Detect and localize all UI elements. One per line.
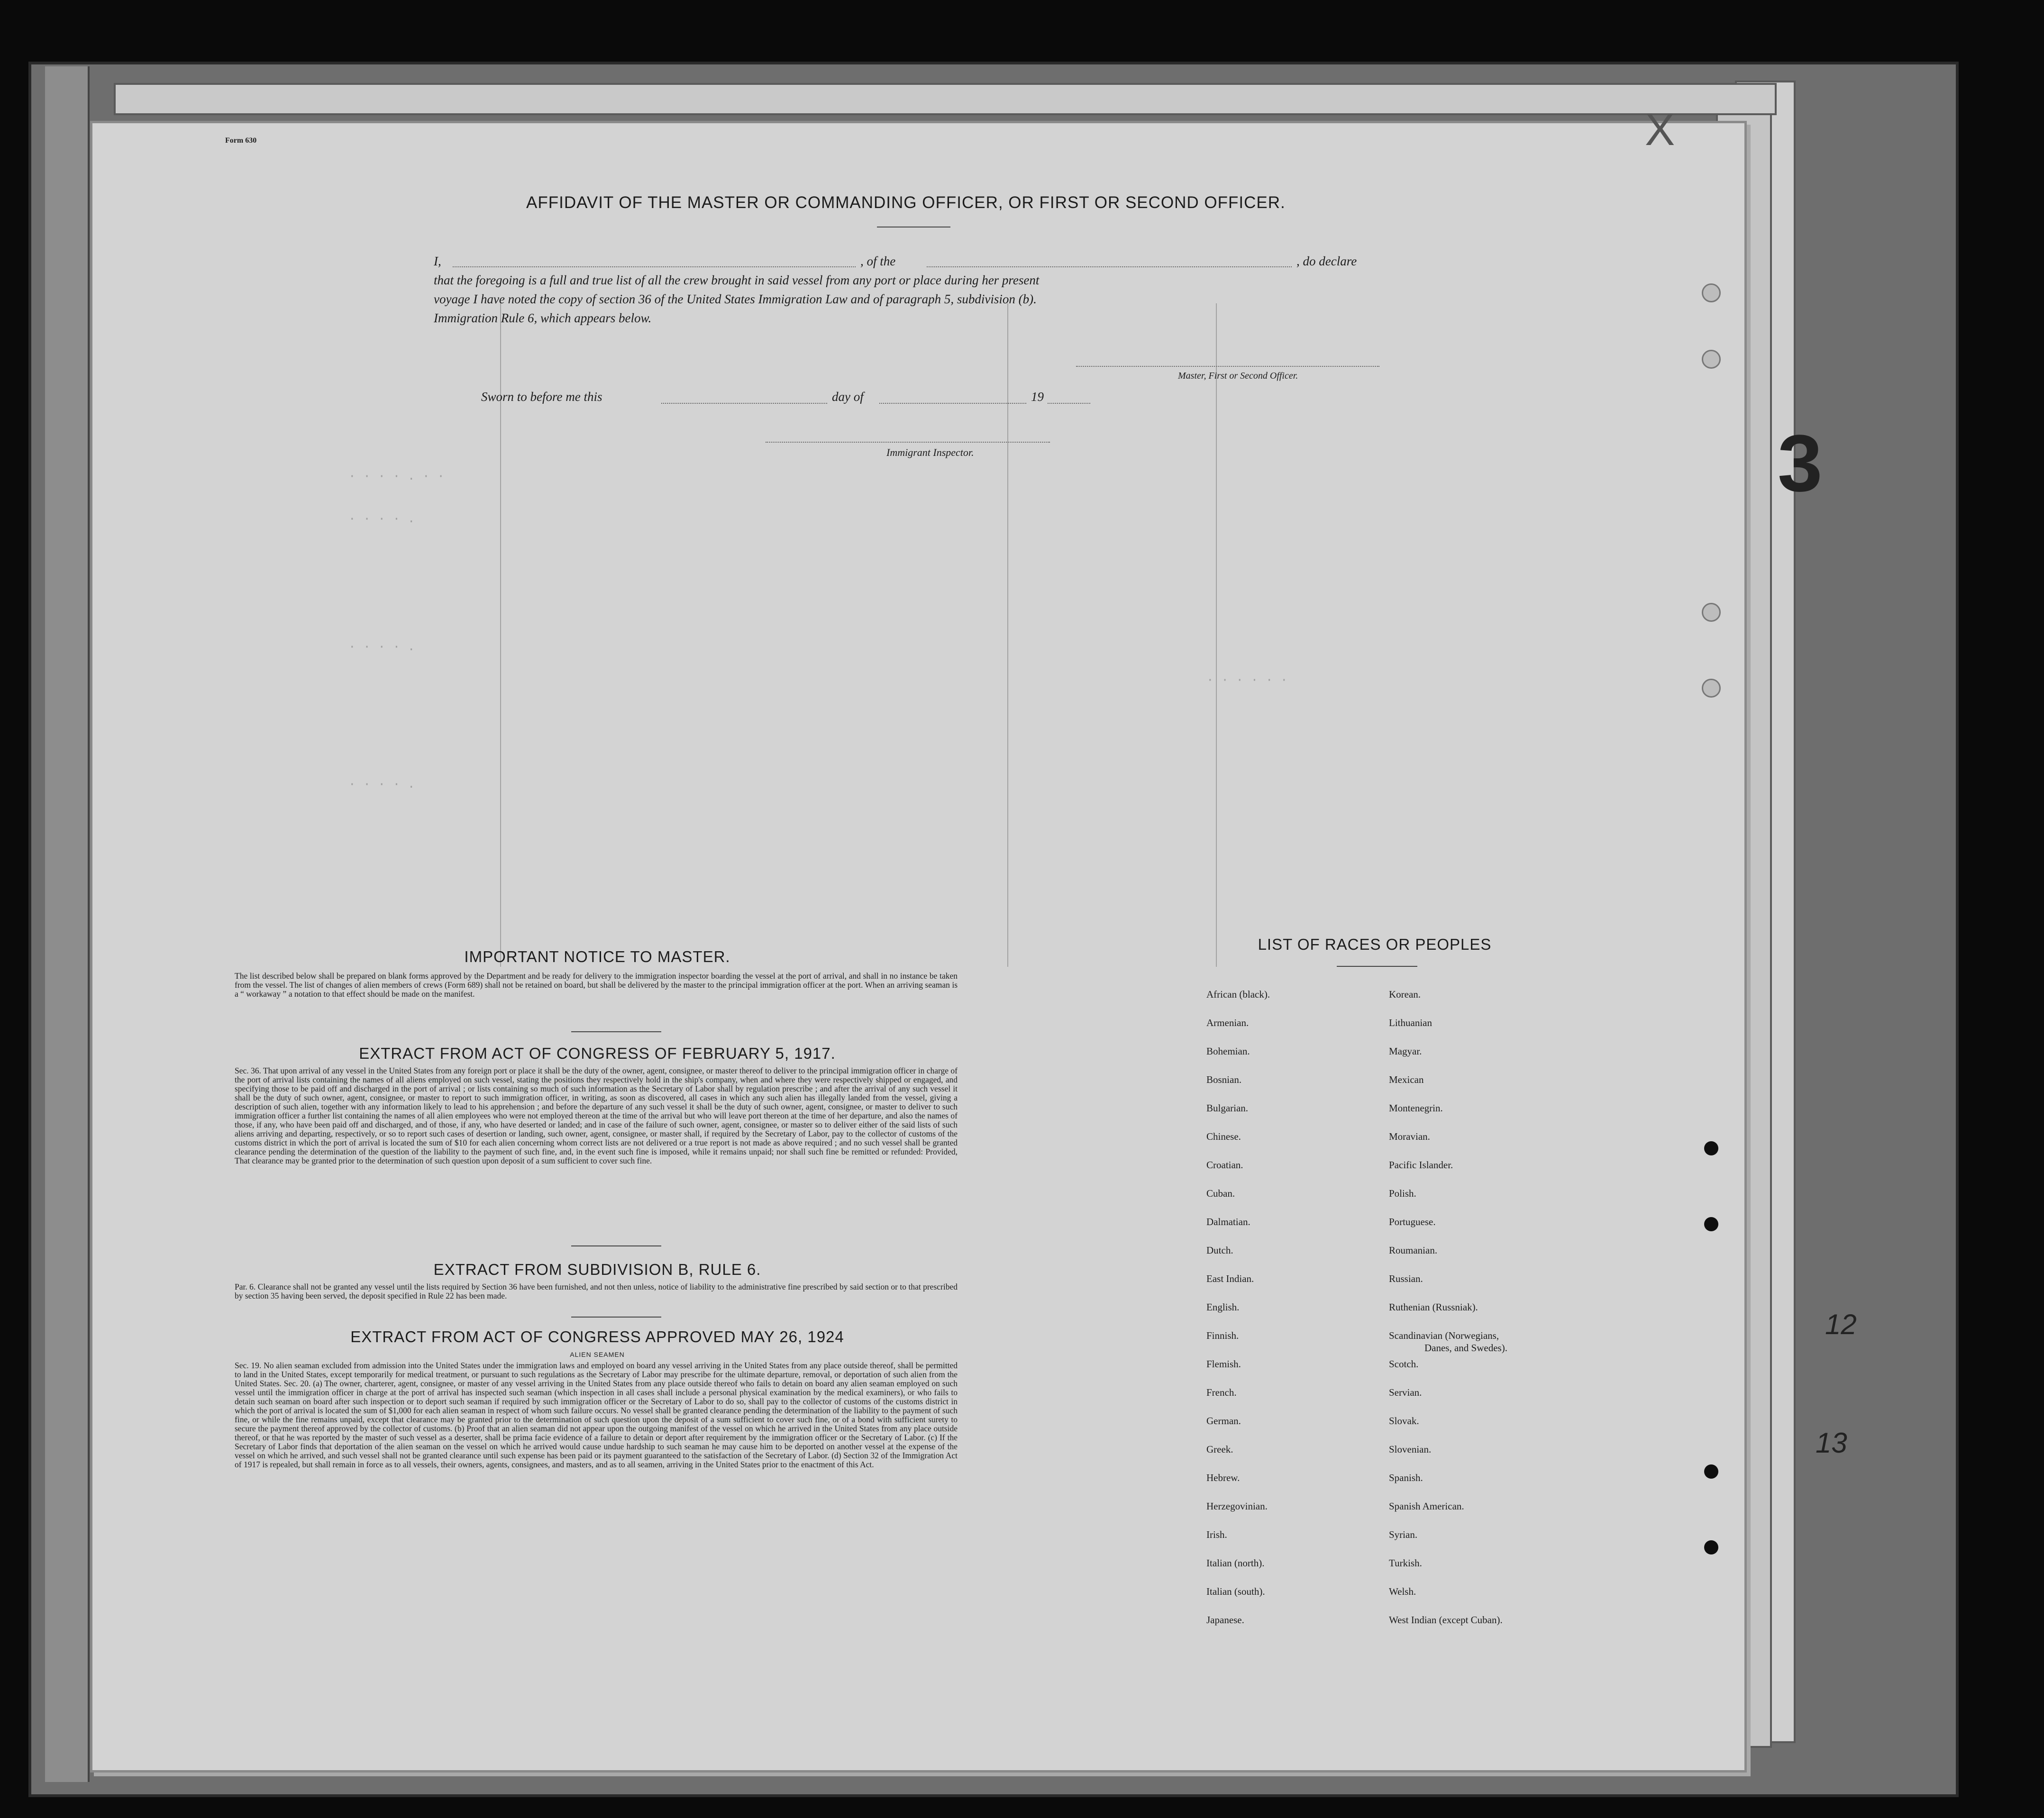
- race-item: English.: [1206, 1301, 1240, 1313]
- divider: [571, 1245, 661, 1246]
- race-item: Cuban.: [1206, 1188, 1235, 1199]
- race-item: Herzegovinian.: [1206, 1500, 1268, 1512]
- races-title: LIST OF RACES OR PEOPLES: [1258, 936, 1492, 953]
- punch-hole-dark: [1704, 1540, 1718, 1554]
- race-item: East Indian.: [1206, 1273, 1254, 1284]
- race-item: West Indian (except Cuban).: [1389, 1614, 1503, 1626]
- extract-1917-title: EXTRACT FROM ACT OF CONGRESS OF FEBRUARY 5, 1917.: [359, 1045, 836, 1062]
- race-item: Spanish.: [1389, 1472, 1423, 1483]
- race-item: Servian.: [1389, 1387, 1422, 1398]
- race-item: Croatian.: [1206, 1159, 1243, 1171]
- affidavit-of-the: , of the: [860, 254, 896, 268]
- punch-hole: [1702, 283, 1721, 302]
- day-of-label: day of: [832, 390, 864, 404]
- race-item: Dutch.: [1206, 1245, 1233, 1256]
- notice-title: IMPORTANT NOTICE TO MASTER.: [464, 948, 730, 965]
- bleed-through-mark: · · · · .: [348, 640, 415, 654]
- punch-hole: [1702, 603, 1721, 622]
- handwritten-side-number: 13: [1816, 1427, 1847, 1459]
- race-item: Mexican: [1389, 1074, 1424, 1085]
- form-number: Form 630: [225, 136, 257, 145]
- race-item: Magyar.: [1389, 1045, 1422, 1057]
- year-blank[interactable]: [1048, 403, 1090, 404]
- race-item: Welsh.: [1389, 1586, 1416, 1597]
- race-item: Scotch.: [1389, 1358, 1419, 1370]
- underlying-sheet-top: [114, 83, 1777, 115]
- master-signature-caption: Master, First or Second Officer.: [1178, 371, 1298, 381]
- race-item: Korean.: [1389, 989, 1421, 1000]
- race-item: Hebrew.: [1206, 1472, 1240, 1483]
- divider: [571, 1031, 661, 1032]
- race-item: Russian.: [1389, 1273, 1423, 1284]
- race-item: Bulgarian.: [1206, 1102, 1249, 1114]
- divider: [1337, 966, 1417, 967]
- race-item: Ruthenian (Russniak).: [1389, 1301, 1478, 1313]
- rule-6-title: EXTRACT FROM SUBDIVISION B, RULE 6.: [433, 1261, 761, 1278]
- punch-hole: [1702, 350, 1721, 369]
- race-item: Pacific Islander.: [1389, 1159, 1453, 1171]
- affidavit-i: I,: [434, 254, 441, 268]
- sworn-day-blank[interactable]: [661, 403, 827, 404]
- race-item: Bohemian.: [1206, 1045, 1250, 1057]
- punch-hole-dark: [1704, 1464, 1718, 1479]
- bleed-through-line: [1216, 303, 1217, 967]
- inspector-signature-line[interactable]: [766, 442, 1050, 443]
- divider: [571, 1317, 661, 1318]
- race-item: Lithuanian: [1389, 1017, 1432, 1028]
- extract-1924-text: Sec. 19. No alien seaman excluded from admission into the United States under the immigration laws and employed on board any vessel arriving in the United States from any place outside thereof, shall be permitted to land in the United States, except temporarily for medical treatment, or pursuant to such regulations as the Secretary of Labor may prescribe for the ultimate departure, removal, or deportation of such alien from the United States. Sec. 20. (a) The owner, charterer, agent, consignee, or master of any vessel arriving in the United States from any place outside thereof who fails to detain on board any alien seaman employed on such vessel until the immigration officer in charge at the port of arrival has inspected such seaman (which inspection in all cases shall include a personal physical examination by the medical examiners), or who fails to detain such seaman on board after such inspection or to deport such seaman if required by such immigration officer or the Secretary of Labor to do so, shall pay to the collector of customs of the customs district in which the port of arrival is located the sum of $1,000 for each alien seaman in respect of whom such failure occurs. No vessel shall be granted clearance pending the determination of the liability to the payment of such fine, or while the fine remains unpaid, except that clearance may be granted prior to the determination of such question upon the deposit of a sum sufficient to cover such fine, or of a bond with sufficient surety to secure the payment thereof approved by the collector of customs. (b) Proof that an alien seaman did not appear upon the outgoing manifest of the vessel on which he arrived in the United States from any place outside thereof, or that he was reported by the master of such vessel as a deserter, shall be prima facie evidence of a failure to detain or deport after requirement by the immigration officer or the Secretary of Labor. (c) If the Secretary of Labor finds that deportation of the alien seaman on the vessel on which he arrived would cause undue hardship to such seaman he may cause him to be deported on another vessel at the expense of the vessel on which he arrived, and such vessel shall not be granted clearance until such expense has been paid or its payment guaranteed to the satisfaction of the Secretary of Labor. (d) Section 32 of the Immigration Act of 1917 is repealed, but shall remain in force as to all vessels, their owners, agents, consignees, and masters, and as to all seamen, arriving in the United States prior to the enactment of this Act.: [235, 1361, 958, 1469]
- race-item: Italian (north).: [1206, 1557, 1265, 1569]
- race-item: Armenian.: [1206, 1017, 1249, 1028]
- race-item: African (black).: [1206, 989, 1270, 1000]
- race-item: Portuguese.: [1389, 1216, 1436, 1227]
- name-blank[interactable]: [453, 266, 856, 267]
- manifest-page: [90, 105, 1823, 1773]
- binder-spine: [45, 66, 90, 1782]
- race-item: Japanese.: [1206, 1614, 1244, 1626]
- vessel-blank[interactable]: [927, 266, 1292, 267]
- race-item: Slovenian.: [1389, 1444, 1432, 1455]
- race-item: Chinese.: [1206, 1131, 1241, 1142]
- bleed-through-mark: · · · · .: [348, 512, 415, 526]
- race-item: Moravian.: [1389, 1131, 1430, 1142]
- affidavit-line-2: that the foregoing is a full and true list of all the crew brought in said vessel from any port or place during her present: [434, 273, 1040, 287]
- inspector-caption: Immigrant Inspector.: [886, 446, 974, 458]
- punch-hole-dark: [1704, 1141, 1718, 1155]
- affidavit-line-4: Immigration Rule 6, which appears below.: [434, 311, 652, 325]
- race-item: Irish.: [1206, 1529, 1227, 1540]
- punch-hole: [1702, 679, 1721, 698]
- race-item: German.: [1206, 1415, 1241, 1427]
- race-item: Montenegrin.: [1389, 1102, 1443, 1114]
- race-item: Greek.: [1206, 1444, 1233, 1455]
- affidavit-line-3: voyage I have noted the copy of section 36 of the United States Immigration Law and of paragraph 5, subdivision (b).: [434, 292, 1037, 306]
- year-label: 19: [1031, 390, 1044, 404]
- race-item: Flemish.: [1206, 1358, 1241, 1370]
- bleed-through-mark: · · · · . · ·: [348, 469, 445, 483]
- race-item: Roumanian.: [1389, 1245, 1438, 1256]
- bleed-through-mark: · · · · .: [348, 777, 415, 791]
- race-item: Bosnian.: [1206, 1074, 1242, 1085]
- extract-1924-subtitle: ALIEN SEAMEN: [570, 1351, 625, 1358]
- race-item: Italian (south).: [1206, 1586, 1265, 1597]
- notice-text: The list described below shall be prepared on blank forms approved by the Department and be ready for delivery to the immigration inspector boarding the vessel at the port of arrival, and shall in no instance be taken from the vessel. The list of changes of alien members of crews (Form 689) shall not be retained on board, but shall be delivered by the master to the principal immigration officer at the port. When an arriving seaman is a “ workaway ” a notation to that effect should be made on the manifest.: [235, 971, 958, 999]
- extract-1924-title: EXTRACT FROM ACT OF CONGRESS APPROVED MAY 26, 1924: [350, 1328, 844, 1345]
- handwritten-margin-numeral: 3: [1778, 418, 1823, 509]
- affidavit-title: AFFIDAVIT OF THE MASTER OR COMMANDING OFFICER, OR FIRST OR SECOND OFFICER.: [526, 193, 1286, 212]
- affidavit-declare: , do declare: [1296, 254, 1357, 268]
- race-item: Syrian.: [1389, 1529, 1418, 1540]
- race-item: Polish.: [1389, 1188, 1416, 1199]
- sworn-label: Sworn to before me this: [481, 390, 602, 404]
- master-signature-line[interactable]: [1076, 366, 1379, 367]
- race-item: Dalmatian.: [1206, 1216, 1250, 1227]
- handwritten-side-number: 12: [1825, 1309, 1857, 1340]
- handwritten-corner-mark: X: [1645, 105, 1675, 155]
- race-item: French.: [1206, 1387, 1237, 1398]
- race-item: Scandinavian (Norwegians,: [1389, 1330, 1499, 1341]
- extract-1917-text: Sec. 36. That upon arrival of any vessel in the United States from any foreign port or place it shall be the duty of the owner, agent, consignee, or master thereof to deliver to the principal immigration officer in charge of the port of arrival lists containing the names of all aliens employed on such vessel, stating the positions they respectively hold in the ship's company, when and where they were respectively shipped or engaged, and specifying those to be paid off and discharged in the port of arrival ; or lists containing so much of such information as the Secretary of Labor shall by regulation prescribe ; and after the arrival of any such vessel it shall be the duty of such owner, agent, consignee, or master to report to such immigration officer, in writing, as soon as discovered, all cases in which any such alien has illegally landed from the vessel, giving a description of such alien, together with any information likely to lead to his apprehension ; and before the departure of any such vessel it shall be the duty of such owner, agent, consignee, or master to deliver to such immigration officer a further list containing the names of all alien employees who were not employed thereon at the time of the arrival but who will leave port thereon at the time of her departure, and also the names of those, if any, who have been paid off and discharged, and of those, if any, who have deserted or landed; and in case of the failure of such owner, agent, consignee, or master so to deliver either of the said lists of such aliens arriving and departing, respectively, or so to report such cases of desertion or landing, such owner, agent, consignee, or master shall, if required by the Secretary of Labor, pay to the collector of customs of the customs district in which the port of arrival is located the sum of $10 for each alien concerning whom correct lists are not delivered or a true report is not made as above required ; and no such vessel shall be granted clearance pending the determination of the question of the liability to the payment of such fine, and, in the event such fine is imposed, while it remains unpaid; nor shall such fine be remitted or refunded: Provided, That clearance may be granted prior to the determination of such question upon deposit of a sum sufficient to cover such fine.: [235, 1066, 958, 1165]
- race-item: Spanish American.: [1389, 1500, 1464, 1512]
- race-item: Finnish.: [1206, 1330, 1239, 1341]
- race-item-continuation: Danes, and Swedes).: [1424, 1342, 1507, 1354]
- bleed-through-mark: · · · · · ·: [1206, 673, 1288, 687]
- race-item: Slovak.: [1389, 1415, 1419, 1427]
- punch-hole-dark: [1704, 1217, 1718, 1231]
- race-item: Turkish.: [1389, 1557, 1422, 1569]
- month-blank[interactable]: [879, 403, 1026, 404]
- rule-6-text: Par. 6. Clearance shall not be granted any vessel until the lists required by Section 36 have been furnished, and not then unless, notice of liability to the administrative fine prescribed by said section or to that prescribed by section 35 having been served, the deposit specified in Rule 22 has been made.: [235, 1282, 958, 1300]
